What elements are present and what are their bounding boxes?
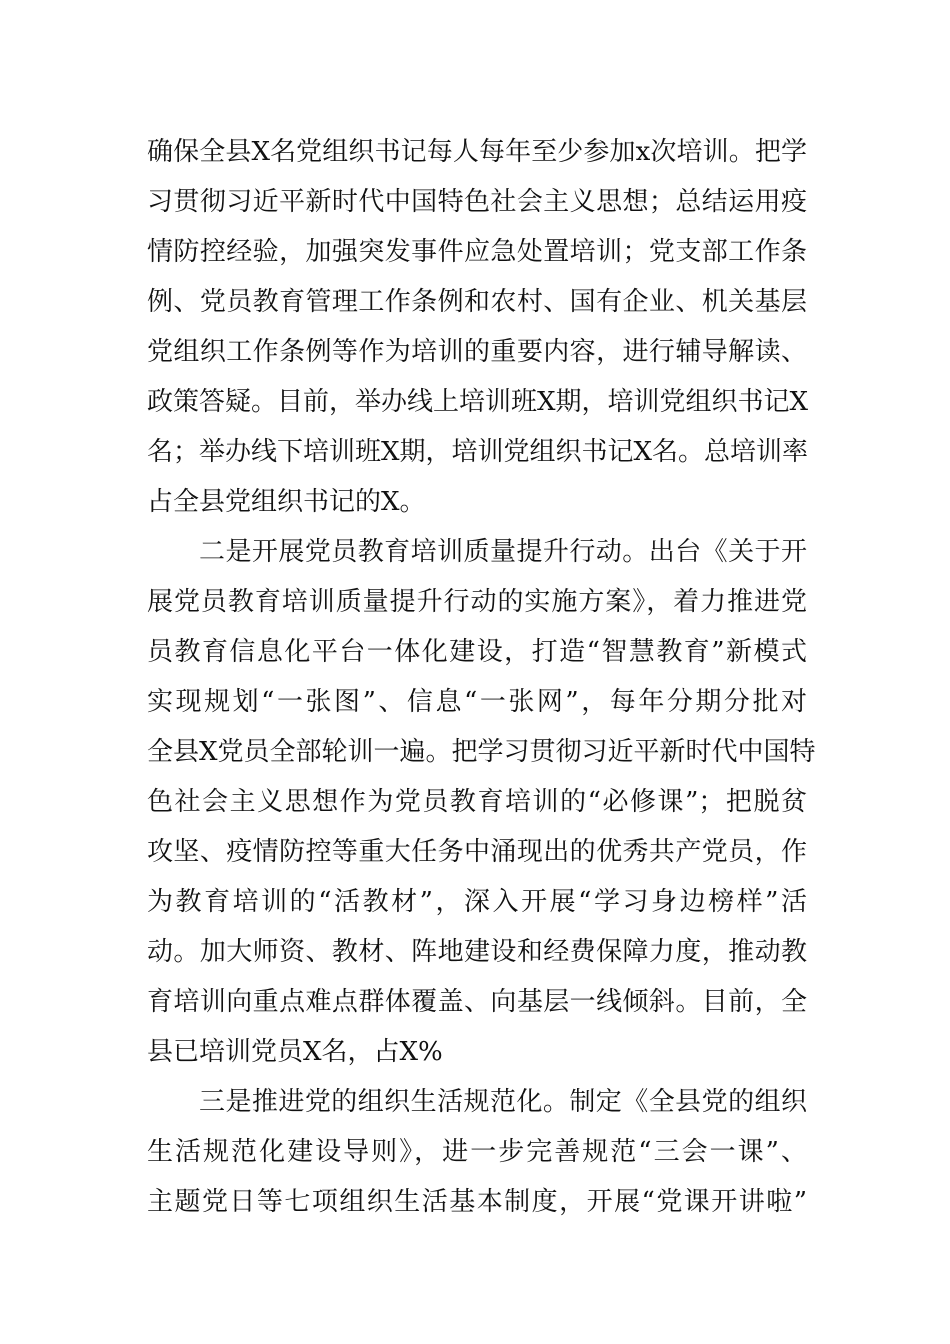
text-line: 习贯彻习近平新时代中国特色社会主义思想；总结运用疫: [147, 187, 807, 217]
text-line: 实现规划“一张图”、信息“一张网”，每年分期分批对: [147, 687, 807, 717]
text-line: 政策答疑。目前，举办线上培训班X期，培训党组织书记X: [147, 387, 809, 417]
text-line: 展党员教育培训质量提升行动的实施方案》，着力推进党: [147, 587, 807, 617]
text-line: 占全县党组织书记的X。: [147, 487, 426, 517]
text-line: 攻坚、疫情防控等重大任务中涌现出的优秀共产党员，作: [147, 837, 807, 867]
text-line: 党组织工作条例等作为培训的重要内容，进行辅导解读、: [147, 337, 807, 367]
text-line: 主题党日等七项组织生活基本制度，开展“党课开讲啦”: [147, 1187, 807, 1217]
paragraph-heading-line: 二是开展党员教育培训质量提升行动。出台《关于开: [199, 537, 807, 567]
text-line: 育培训向重点难点群体覆盖、向基层一线倾斜。目前，全: [147, 987, 807, 1017]
text-line: 全县X党员全部轮训一遍。把学习贯彻习近平新时代中国特: [147, 737, 816, 767]
text-line: 县已培训党员X名，占X%: [147, 1037, 443, 1067]
text-line: 员教育信息化平台一体化建设，打造“智慧教育”新模式: [147, 637, 807, 667]
paragraph-heading-line: 三是推进党的组织生活规范化。制定《全县党的组织: [199, 1087, 807, 1117]
text-line: 例、党员教育管理工作条例和农村、国有企业、机关基层: [147, 287, 807, 317]
text-line: 情防控经验，加强突发事件应急处置培训；党支部工作条: [147, 237, 807, 267]
text-line: 为教育培训的“活教材”，深入开展“学习身边榜样”活: [147, 887, 807, 917]
text-line: 名；举办线下培训班X期，培训党组织书记X名。总培训率: [147, 437, 809, 467]
text-line: 色社会主义思想作为党员教育培训的“必修课”；把脱贫: [147, 787, 807, 817]
text-line: 生活规范化建设导则》，进一步完善规范“三会一课”、: [147, 1137, 807, 1167]
text-line: 确保全县X名党组织书记每人每年至少参加x次培训。把学: [147, 137, 807, 167]
text-line: 动。加大师资、教材、阵地建设和经费保障力度，推动教: [147, 937, 807, 967]
